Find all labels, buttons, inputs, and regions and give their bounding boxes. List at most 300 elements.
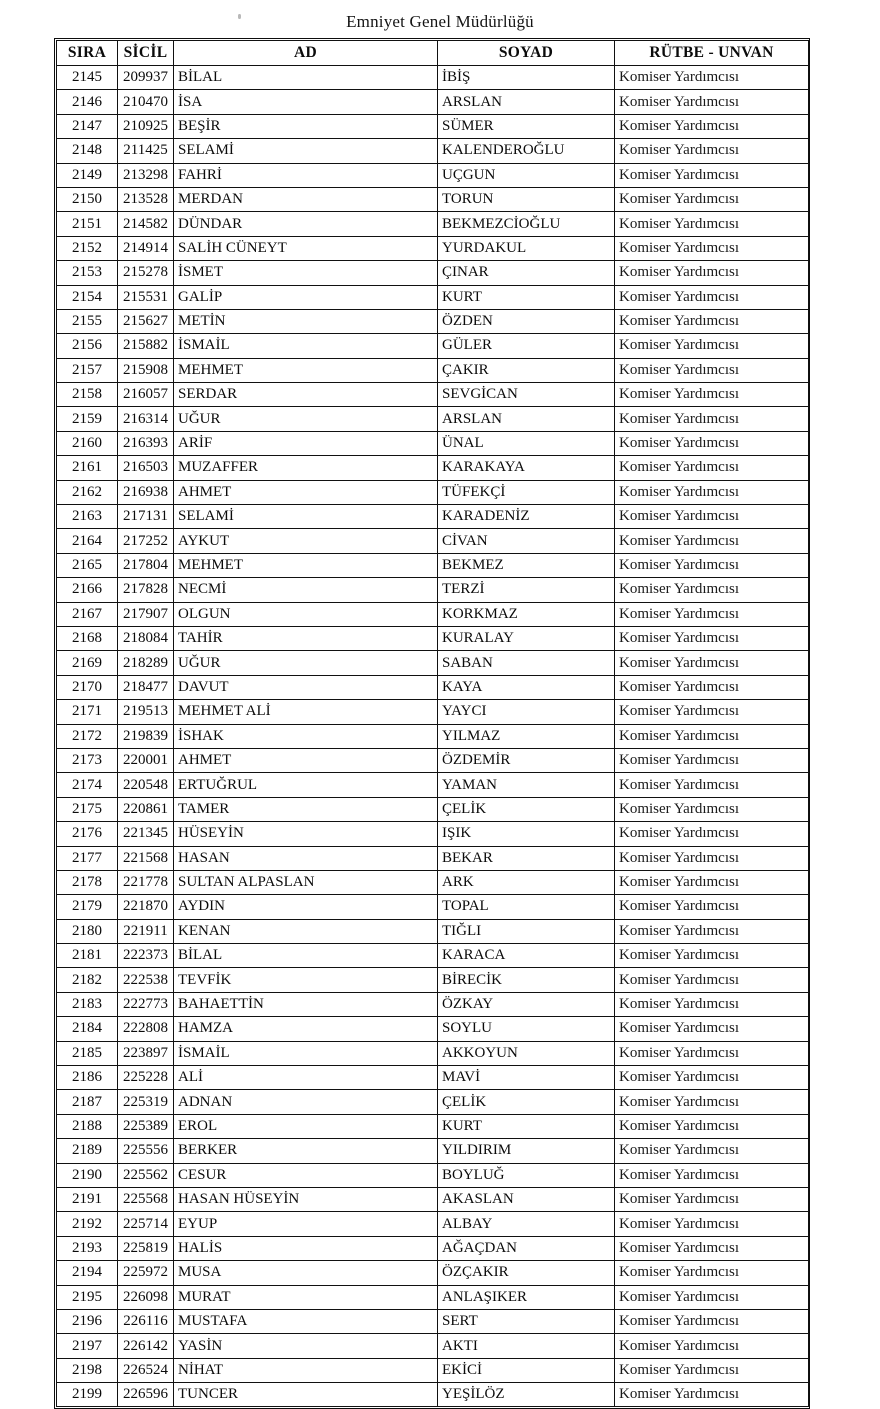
cell-sicil: 210470 bbox=[118, 90, 174, 114]
cell-soyad: YEŞİLÖZ bbox=[438, 1383, 615, 1407]
cell-sicil: 226596 bbox=[118, 1383, 174, 1407]
cell-soyad: BEKMEZCİOĞLU bbox=[438, 212, 615, 236]
cell-sira: 2151 bbox=[57, 212, 118, 236]
cell-ad: MUSTAFA bbox=[174, 1309, 438, 1333]
cell-sira: 2160 bbox=[57, 431, 118, 455]
cell-ad: BEŞİR bbox=[174, 114, 438, 138]
table-row bbox=[57, 1261, 809, 1285]
cell-rutbe: Komiser Yardımcısı bbox=[615, 456, 809, 480]
table-row bbox=[57, 1066, 809, 1090]
cell-soyad: KARADENİZ bbox=[438, 505, 615, 529]
cell-ad: SELAMİ bbox=[174, 139, 438, 163]
cell-soyad: ÇAKIR bbox=[438, 358, 615, 382]
table-row bbox=[57, 675, 809, 699]
cell-soyad: BOYLUĞ bbox=[438, 1163, 615, 1187]
cell-sira: 2183 bbox=[57, 992, 118, 1016]
cell-rutbe: Komiser Yardımcısı bbox=[615, 212, 809, 236]
table-row bbox=[57, 236, 809, 260]
cell-sira: 2177 bbox=[57, 846, 118, 870]
cell-soyad: KURT bbox=[438, 1114, 615, 1138]
table-header bbox=[57, 41, 809, 66]
page-title: Emniyet Genel Müdürlüğü bbox=[346, 12, 534, 31]
cell-soyad: KARACA bbox=[438, 944, 615, 968]
cell-sicil: 213298 bbox=[118, 163, 174, 187]
cell-soyad: KURALAY bbox=[438, 626, 615, 650]
table-row bbox=[57, 602, 809, 626]
table-row bbox=[57, 358, 809, 382]
cell-ad: GALİP bbox=[174, 285, 438, 309]
cell-rutbe: Komiser Yardımcısı bbox=[615, 480, 809, 504]
cell-ad: İSMAİL bbox=[174, 1041, 438, 1065]
cell-soyad: CİVAN bbox=[438, 529, 615, 553]
cell-ad: MEHMET ALİ bbox=[174, 700, 438, 724]
cell-rutbe: Komiser Yardımcısı bbox=[615, 90, 809, 114]
cell-soyad: SERT bbox=[438, 1309, 615, 1333]
table-row bbox=[57, 90, 809, 114]
cell-soyad: ÇELİK bbox=[438, 797, 615, 821]
table-row bbox=[57, 846, 809, 870]
table-row bbox=[57, 553, 809, 577]
cell-ad: AYKUT bbox=[174, 529, 438, 553]
cell-sicil: 217828 bbox=[118, 578, 174, 602]
cell-ad: MUSA bbox=[174, 1261, 438, 1285]
cell-soyad: KAYA bbox=[438, 675, 615, 699]
cell-rutbe: Komiser Yardımcısı bbox=[615, 773, 809, 797]
cell-rutbe: Komiser Yardımcısı bbox=[615, 626, 809, 650]
table-row bbox=[57, 1309, 809, 1333]
cell-sira: 2152 bbox=[57, 236, 118, 260]
cell-sicil: 217131 bbox=[118, 505, 174, 529]
cell-soyad: ARSLAN bbox=[438, 407, 615, 431]
table-row bbox=[57, 748, 809, 772]
column-header-sicil: SİCİL bbox=[118, 41, 174, 66]
cell-rutbe: Komiser Yardımcısı bbox=[615, 724, 809, 748]
table-row bbox=[57, 407, 809, 431]
table-row bbox=[57, 529, 809, 553]
cell-rutbe: Komiser Yardımcısı bbox=[615, 1334, 809, 1358]
cell-rutbe: Komiser Yardımcısı bbox=[615, 1358, 809, 1382]
cell-ad: BİLAL bbox=[174, 66, 438, 90]
table-row bbox=[57, 212, 809, 236]
cell-sira: 2196 bbox=[57, 1309, 118, 1333]
cell-ad: SELAMİ bbox=[174, 505, 438, 529]
cell-sira: 2155 bbox=[57, 309, 118, 333]
cell-sira: 2159 bbox=[57, 407, 118, 431]
cell-sicil: 226524 bbox=[118, 1358, 174, 1382]
cell-soyad: AĞAÇDAN bbox=[438, 1236, 615, 1260]
cell-soyad: SEVGİCAN bbox=[438, 383, 615, 407]
cell-rutbe: Komiser Yardımcısı bbox=[615, 1114, 809, 1138]
cell-ad: DAVUT bbox=[174, 675, 438, 699]
table-row bbox=[57, 163, 809, 187]
table-row bbox=[57, 1163, 809, 1187]
cell-sicil: 215627 bbox=[118, 309, 174, 333]
cell-soyad: BEKAR bbox=[438, 846, 615, 870]
cell-ad: TAMER bbox=[174, 797, 438, 821]
cell-sicil: 226098 bbox=[118, 1285, 174, 1309]
cell-ad: HASAN bbox=[174, 846, 438, 870]
cell-sira: 2193 bbox=[57, 1236, 118, 1260]
cell-soyad: KURT bbox=[438, 285, 615, 309]
table-header-row bbox=[57, 41, 809, 66]
cell-sicil: 211425 bbox=[118, 139, 174, 163]
roster-table-container bbox=[56, 40, 808, 1407]
table-row bbox=[57, 700, 809, 724]
cell-ad: BERKER bbox=[174, 1139, 438, 1163]
cell-rutbe: Komiser Yardımcısı bbox=[615, 895, 809, 919]
cell-sicil: 209937 bbox=[118, 66, 174, 90]
cell-soyad: İBİŞ bbox=[438, 66, 615, 90]
table-row bbox=[57, 456, 809, 480]
cell-soyad: ÖZÇAKIR bbox=[438, 1261, 615, 1285]
cell-sira: 2175 bbox=[57, 797, 118, 821]
table-row bbox=[57, 480, 809, 504]
cell-rutbe: Komiser Yardımcısı bbox=[615, 505, 809, 529]
cell-sicil: 220001 bbox=[118, 748, 174, 772]
cell-sira: 2190 bbox=[57, 1163, 118, 1187]
cell-sicil: 223897 bbox=[118, 1041, 174, 1065]
cell-soyad: ÖZDEN bbox=[438, 309, 615, 333]
cell-soyad: YURDAKUL bbox=[438, 236, 615, 260]
cell-ad: AHMET bbox=[174, 480, 438, 504]
cell-soyad: ANLAŞIKER bbox=[438, 1285, 615, 1309]
cell-sira: 2167 bbox=[57, 602, 118, 626]
cell-sira: 2154 bbox=[57, 285, 118, 309]
cell-rutbe: Komiser Yardımcısı bbox=[615, 553, 809, 577]
cell-rutbe: Komiser Yardımcısı bbox=[615, 383, 809, 407]
cell-soyad: ÜNAL bbox=[438, 431, 615, 455]
cell-soyad: TOPAL bbox=[438, 895, 615, 919]
cell-sira: 2168 bbox=[57, 626, 118, 650]
cell-sira: 2165 bbox=[57, 553, 118, 577]
cell-ad: MURAT bbox=[174, 1285, 438, 1309]
table-row bbox=[57, 1285, 809, 1309]
cell-soyad: AKKOYUN bbox=[438, 1041, 615, 1065]
table-row bbox=[57, 1114, 809, 1138]
cell-sira: 2145 bbox=[57, 66, 118, 90]
cell-rutbe: Komiser Yardımcısı bbox=[615, 1139, 809, 1163]
table-row bbox=[57, 334, 809, 358]
table-row bbox=[57, 1334, 809, 1358]
cell-soyad: ÖZDEMİR bbox=[438, 748, 615, 772]
table-row bbox=[57, 505, 809, 529]
cell-sicil: 222808 bbox=[118, 1017, 174, 1041]
cell-sira: 2187 bbox=[57, 1090, 118, 1114]
cell-sicil: 222773 bbox=[118, 992, 174, 1016]
cell-sicil: 225389 bbox=[118, 1114, 174, 1138]
cell-sira: 2147 bbox=[57, 114, 118, 138]
cell-soyad: SÜMER bbox=[438, 114, 615, 138]
cell-sira: 2161 bbox=[57, 456, 118, 480]
table-row bbox=[57, 626, 809, 650]
table-row bbox=[57, 1139, 809, 1163]
cell-ad: İSMET bbox=[174, 261, 438, 285]
cell-rutbe: Komiser Yardımcısı bbox=[615, 334, 809, 358]
cell-soyad: KARAKAYA bbox=[438, 456, 615, 480]
cell-sira: 2176 bbox=[57, 822, 118, 846]
cell-soyad: GÜLER bbox=[438, 334, 615, 358]
cell-rutbe: Komiser Yardımcısı bbox=[615, 870, 809, 894]
cell-sicil: 221870 bbox=[118, 895, 174, 919]
column-header-rutbe: RÜTBE - UNVAN bbox=[615, 41, 809, 66]
cell-sicil: 217907 bbox=[118, 602, 174, 626]
cell-sicil: 217804 bbox=[118, 553, 174, 577]
cell-soyad: TIĞLI bbox=[438, 919, 615, 943]
cell-sicil: 216938 bbox=[118, 480, 174, 504]
cell-soyad: IŞIK bbox=[438, 822, 615, 846]
cell-sicil: 215908 bbox=[118, 358, 174, 382]
cell-sira: 2171 bbox=[57, 700, 118, 724]
cell-soyad: UÇGUN bbox=[438, 163, 615, 187]
cell-sicil: 221778 bbox=[118, 870, 174, 894]
cell-sicil: 218289 bbox=[118, 651, 174, 675]
cell-rutbe: Komiser Yardımcısı bbox=[615, 529, 809, 553]
cell-ad: SALİH CÜNEYT bbox=[174, 236, 438, 260]
personnel-roster-table bbox=[56, 40, 809, 1407]
cell-rutbe: Komiser Yardımcısı bbox=[615, 1163, 809, 1187]
cell-sira: 2186 bbox=[57, 1066, 118, 1090]
cell-ad: UĞUR bbox=[174, 651, 438, 675]
table-row bbox=[57, 578, 809, 602]
cell-ad: AHMET bbox=[174, 748, 438, 772]
cell-rutbe: Komiser Yardımcısı bbox=[615, 1090, 809, 1114]
cell-sira: 2192 bbox=[57, 1212, 118, 1236]
cell-rutbe: Komiser Yardımcısı bbox=[615, 1383, 809, 1407]
cell-rutbe: Komiser Yardımcısı bbox=[615, 1261, 809, 1285]
cell-rutbe: Komiser Yardımcısı bbox=[615, 1309, 809, 1333]
cell-soyad: ARK bbox=[438, 870, 615, 894]
table-row bbox=[57, 1212, 809, 1236]
cell-soyad: ALBAY bbox=[438, 1212, 615, 1236]
cell-ad: EROL bbox=[174, 1114, 438, 1138]
cell-sicil: 216057 bbox=[118, 383, 174, 407]
cell-ad: MEHMET bbox=[174, 553, 438, 577]
table-row bbox=[57, 797, 809, 821]
cell-soyad: YILMAZ bbox=[438, 724, 615, 748]
table-row bbox=[57, 139, 809, 163]
cell-sicil: 220861 bbox=[118, 797, 174, 821]
table-row bbox=[57, 651, 809, 675]
cell-sicil: 225714 bbox=[118, 1212, 174, 1236]
cell-sicil: 225556 bbox=[118, 1139, 174, 1163]
cell-ad: DÜNDAR bbox=[174, 212, 438, 236]
table-row bbox=[57, 261, 809, 285]
cell-sira: 2163 bbox=[57, 505, 118, 529]
cell-ad: HÜSEYİN bbox=[174, 822, 438, 846]
cell-sira: 2148 bbox=[57, 139, 118, 163]
cell-rutbe: Komiser Yardımcısı bbox=[615, 1041, 809, 1065]
cell-soyad: TERZİ bbox=[438, 578, 615, 602]
cell-ad: FAHRİ bbox=[174, 163, 438, 187]
cell-rutbe: Komiser Yardımcısı bbox=[615, 187, 809, 211]
cell-sira: 2199 bbox=[57, 1383, 118, 1407]
cell-sira: 2181 bbox=[57, 944, 118, 968]
cell-sira: 2194 bbox=[57, 1261, 118, 1285]
cell-ad: MEHMET bbox=[174, 358, 438, 382]
cell-soyad: TÜFEKÇİ bbox=[438, 480, 615, 504]
cell-rutbe: Komiser Yardımcısı bbox=[615, 431, 809, 455]
cell-rutbe: Komiser Yardımcısı bbox=[615, 1187, 809, 1211]
cell-sira: 2197 bbox=[57, 1334, 118, 1358]
cell-ad: MUZAFFER bbox=[174, 456, 438, 480]
cell-sicil: 214914 bbox=[118, 236, 174, 260]
cell-sicil: 226116 bbox=[118, 1309, 174, 1333]
cell-rutbe: Komiser Yardımcısı bbox=[615, 163, 809, 187]
cell-sicil: 225819 bbox=[118, 1236, 174, 1260]
cell-rutbe: Komiser Yardımcısı bbox=[615, 236, 809, 260]
table-row bbox=[57, 1090, 809, 1114]
table-row bbox=[57, 309, 809, 333]
cell-sira: 2179 bbox=[57, 895, 118, 919]
cell-ad: METİN bbox=[174, 309, 438, 333]
column-header-ad: AD bbox=[174, 41, 438, 66]
cell-sira: 2182 bbox=[57, 968, 118, 992]
cell-rutbe: Komiser Yardımcısı bbox=[615, 822, 809, 846]
cell-sicil: 220548 bbox=[118, 773, 174, 797]
cell-rutbe: Komiser Yardımcısı bbox=[615, 1285, 809, 1309]
table-row bbox=[57, 285, 809, 309]
cell-rutbe: Komiser Yardımcısı bbox=[615, 114, 809, 138]
cell-sira: 2185 bbox=[57, 1041, 118, 1065]
cell-sicil: 221568 bbox=[118, 846, 174, 870]
cell-ad: İSA bbox=[174, 90, 438, 114]
table-row bbox=[57, 919, 809, 943]
table-body bbox=[57, 66, 809, 1407]
cell-sira: 2158 bbox=[57, 383, 118, 407]
table-row bbox=[57, 1358, 809, 1382]
cell-ad: BİLAL bbox=[174, 944, 438, 968]
cell-sicil: 221911 bbox=[118, 919, 174, 943]
cell-soyad: BEKMEZ bbox=[438, 553, 615, 577]
cell-sira: 2162 bbox=[57, 480, 118, 504]
table-row bbox=[57, 187, 809, 211]
cell-ad: ADNAN bbox=[174, 1090, 438, 1114]
cell-sicil: 217252 bbox=[118, 529, 174, 553]
cell-ad: KENAN bbox=[174, 919, 438, 943]
cell-soyad: BİRECİK bbox=[438, 968, 615, 992]
cell-sira: 2164 bbox=[57, 529, 118, 553]
cell-sira: 2191 bbox=[57, 1187, 118, 1211]
cell-rutbe: Komiser Yardımcısı bbox=[615, 944, 809, 968]
cell-sira: 2174 bbox=[57, 773, 118, 797]
cell-rutbe: Komiser Yardımcısı bbox=[615, 748, 809, 772]
cell-rutbe: Komiser Yardımcısı bbox=[615, 919, 809, 943]
cell-ad: OLGUN bbox=[174, 602, 438, 626]
cell-sicil: 225319 bbox=[118, 1090, 174, 1114]
cell-sicil: 216503 bbox=[118, 456, 174, 480]
table-row bbox=[57, 1383, 809, 1407]
cell-sicil: 218084 bbox=[118, 626, 174, 650]
table-row bbox=[57, 822, 809, 846]
cell-ad: NECMİ bbox=[174, 578, 438, 602]
cell-sira: 2153 bbox=[57, 261, 118, 285]
cell-sira: 2180 bbox=[57, 919, 118, 943]
cell-sicil: 215882 bbox=[118, 334, 174, 358]
cell-sicil: 210925 bbox=[118, 114, 174, 138]
cell-rutbe: Komiser Yardımcısı bbox=[615, 1236, 809, 1260]
cell-soyad: AKTI bbox=[438, 1334, 615, 1358]
cell-soyad: SABAN bbox=[438, 651, 615, 675]
cell-ad: BAHAETTİN bbox=[174, 992, 438, 1016]
cell-sicil: 216393 bbox=[118, 431, 174, 455]
cell-sicil: 215531 bbox=[118, 285, 174, 309]
cell-sicil: 226142 bbox=[118, 1334, 174, 1358]
cell-soyad: ÖZKAY bbox=[438, 992, 615, 1016]
table-row bbox=[57, 944, 809, 968]
cell-sira: 2157 bbox=[57, 358, 118, 382]
cell-rutbe: Komiser Yardımcısı bbox=[615, 797, 809, 821]
table-row bbox=[57, 1236, 809, 1260]
cell-ad: UĞUR bbox=[174, 407, 438, 431]
cell-rutbe: Komiser Yardımcısı bbox=[615, 407, 809, 431]
table-row bbox=[57, 724, 809, 748]
cell-sicil: 218477 bbox=[118, 675, 174, 699]
cell-sira: 2195 bbox=[57, 1285, 118, 1309]
cell-sicil: 215278 bbox=[118, 261, 174, 285]
table-row bbox=[57, 968, 809, 992]
cell-ad: NİHAT bbox=[174, 1358, 438, 1382]
cell-soyad: ÇELİK bbox=[438, 1090, 615, 1114]
cell-ad: HASAN HÜSEYİN bbox=[174, 1187, 438, 1211]
cell-ad: MERDAN bbox=[174, 187, 438, 211]
cell-rutbe: Komiser Yardımcısı bbox=[615, 285, 809, 309]
column-header-sira: SIRA bbox=[57, 41, 118, 66]
table-row bbox=[57, 1041, 809, 1065]
cell-sira: 2188 bbox=[57, 1114, 118, 1138]
cell-ad: İSMAİL bbox=[174, 334, 438, 358]
cell-ad: ERTUĞRUL bbox=[174, 773, 438, 797]
cell-soyad: ARSLAN bbox=[438, 90, 615, 114]
table-row bbox=[57, 992, 809, 1016]
cell-sira: 2189 bbox=[57, 1139, 118, 1163]
cell-sicil: 219513 bbox=[118, 700, 174, 724]
table-row bbox=[57, 66, 809, 90]
cell-sira: 2146 bbox=[57, 90, 118, 114]
cell-ad: ARİF bbox=[174, 431, 438, 455]
table-row bbox=[57, 431, 809, 455]
cell-rutbe: Komiser Yardımcısı bbox=[615, 1017, 809, 1041]
cell-soyad: YAMAN bbox=[438, 773, 615, 797]
cell-soyad: ÇINAR bbox=[438, 261, 615, 285]
cell-sicil: 221345 bbox=[118, 822, 174, 846]
cell-rutbe: Komiser Yardımcısı bbox=[615, 602, 809, 626]
cell-ad: CESUR bbox=[174, 1163, 438, 1187]
cell-rutbe: Komiser Yardımcısı bbox=[615, 139, 809, 163]
cell-ad: TAHİR bbox=[174, 626, 438, 650]
cell-ad: AYDIN bbox=[174, 895, 438, 919]
cell-sicil: 214582 bbox=[118, 212, 174, 236]
cell-sicil: 225562 bbox=[118, 1163, 174, 1187]
table-row bbox=[57, 773, 809, 797]
cell-sira: 2169 bbox=[57, 651, 118, 675]
cell-ad: EYUP bbox=[174, 1212, 438, 1236]
table-row bbox=[57, 1187, 809, 1211]
cell-sira: 2178 bbox=[57, 870, 118, 894]
cell-ad: TEVFİK bbox=[174, 968, 438, 992]
cell-sicil: 213528 bbox=[118, 187, 174, 211]
cell-soyad: KALENDEROĞLU bbox=[438, 139, 615, 163]
cell-rutbe: Komiser Yardımcısı bbox=[615, 309, 809, 333]
cell-rutbe: Komiser Yardımcısı bbox=[615, 675, 809, 699]
cell-sicil: 222538 bbox=[118, 968, 174, 992]
cell-soyad: KORKMAZ bbox=[438, 602, 615, 626]
cell-sicil: 225568 bbox=[118, 1187, 174, 1211]
cell-soyad: YAYCI bbox=[438, 700, 615, 724]
cell-rutbe: Komiser Yardımcısı bbox=[615, 1066, 809, 1090]
cell-ad: SERDAR bbox=[174, 383, 438, 407]
cell-sira: 2156 bbox=[57, 334, 118, 358]
cell-ad: YASİN bbox=[174, 1334, 438, 1358]
